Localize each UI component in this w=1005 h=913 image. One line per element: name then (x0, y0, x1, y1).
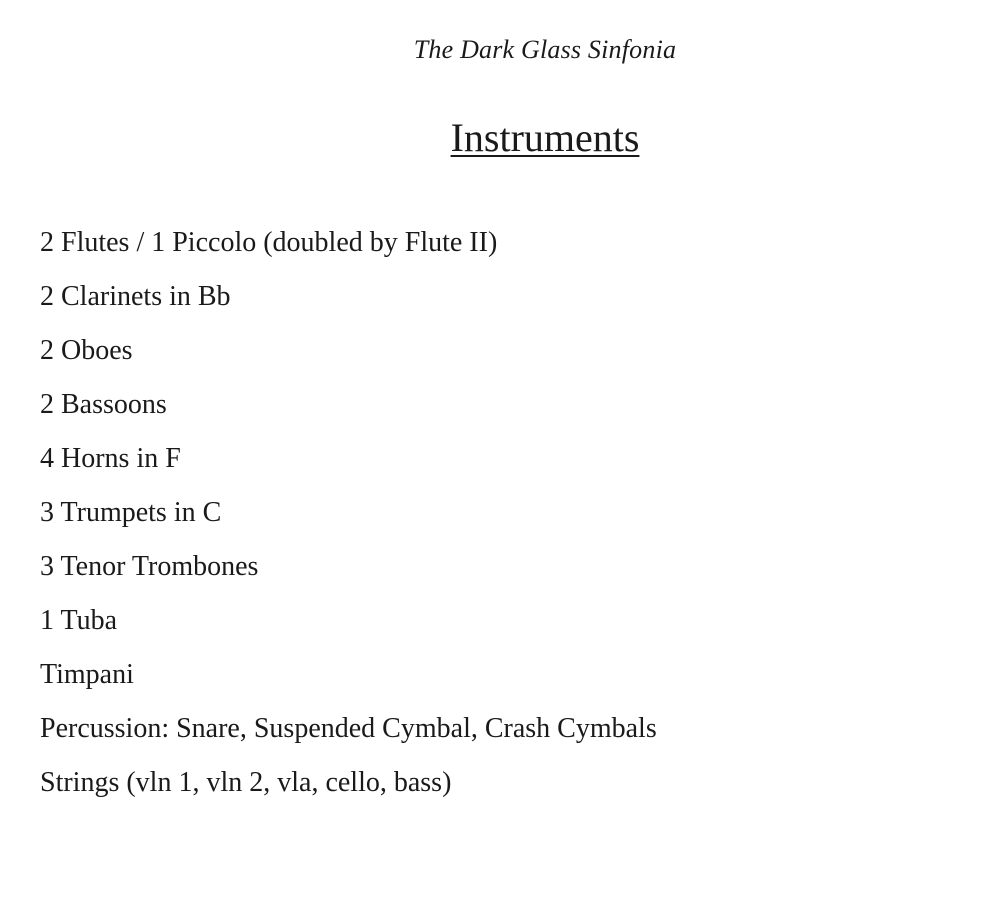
instrument-list (40, 216, 657, 810)
instrument-item: Strings (vln 1, vln 2, vla, cello, bass) (40, 767, 452, 798)
section-title: Instruments (450, 115, 640, 160)
instrument-item: 2 Flutes / 1 Piccolo (doubled by Flute II) (40, 227, 498, 258)
instrument-item: 4 Horns in F (40, 443, 181, 474)
instrument-item: 3 Trumpets in C (40, 497, 222, 528)
instrument-item: 2 Oboes (40, 335, 133, 366)
instrument-item: 2 Clarinets in Bb (40, 281, 231, 312)
instrument-item: Percussion: Snare, Suspended Cymbal, Crash Cymbals (40, 713, 657, 744)
work-title: The Dark Glass Sinfonia (413, 35, 677, 64)
instrument-item: Timpani (40, 659, 134, 690)
instrument-item: 2 Bassoons (40, 389, 167, 420)
instrument-item: 1 Tuba (40, 605, 118, 636)
instrument-item: 3 Tenor Trombones (40, 551, 259, 582)
